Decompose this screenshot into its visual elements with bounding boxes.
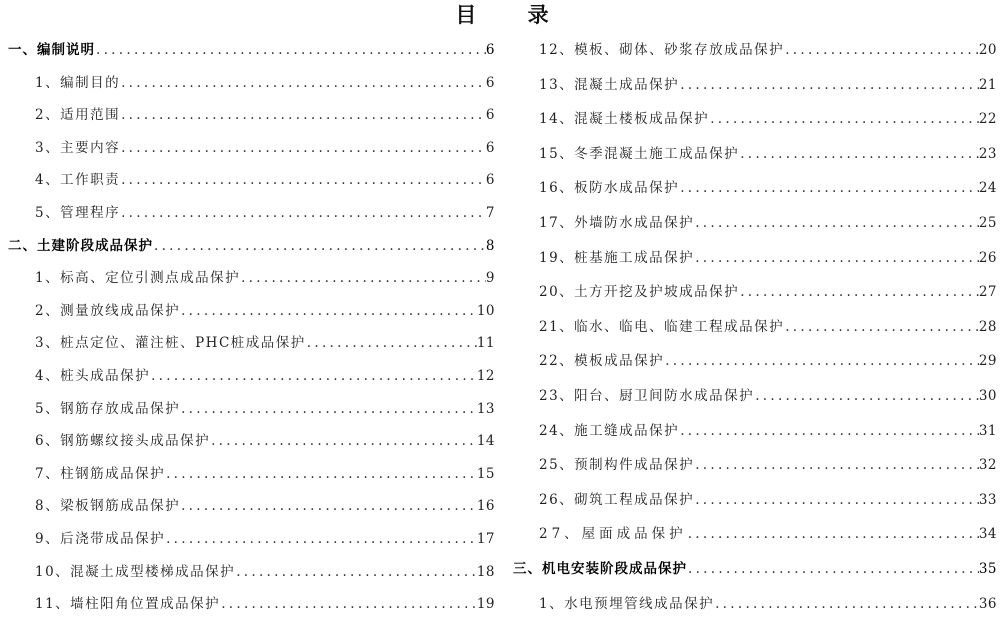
toc-page-number: 13 [477,401,495,417]
toc-entry-label: 2、测量放线成品保护 [35,299,180,319]
toc-entry-label: 24、施工缝成品保护 [539,419,679,439]
toc-dot-leader [211,433,477,449]
toc-entry-label: 25、预制构件成品保护 [539,453,694,473]
toc-dot-leader [307,335,477,351]
toc-entry-label: 27、屋面成品保护 [539,522,687,542]
toc-page-number: 27 [979,284,997,300]
toc-subsection-entry[interactable] [8,331,495,364]
toc-page-number: 36 [979,596,997,612]
toc-page-number: 28 [979,319,997,335]
toc-page-number: 21 [979,77,997,93]
toc-subsection-entry[interactable] [513,73,997,108]
toc-subsection-entry[interactable] [8,299,495,332]
toc-page-number: 20 [979,42,997,58]
toc-entry-label: 22、模板成品保护 [539,349,664,369]
toc-dot-leader [181,303,477,319]
toc-page-number: 6 [486,107,495,123]
toc-dot-leader [121,107,486,123]
toc-entry-label: 16、板防水成品保护 [539,176,679,196]
toc-subsection-entry[interactable] [513,522,997,557]
toc-page-number: 18 [477,564,495,580]
toc-entry-label: 4、工作职责 [35,168,120,188]
toc-entry-label: 二、土建阶段成品保护 [8,234,153,254]
toc-entry-label: 4、桩头成品保护 [35,364,150,384]
toc-page-number: 17 [477,531,495,547]
toc-entry-label: 23、阳台、厨卫间防水成品保护 [539,384,754,404]
toc-entry-label: 1、水电预埋管线成品保护 [539,592,714,612]
toc-subsection-entry[interactable] [8,71,495,104]
toc-entry-label: 7、柱钢筋成品保护 [35,462,165,482]
toc-page-number: 34 [979,526,997,542]
toc-entry-label: 5、钢筋存放成品保护 [35,397,180,417]
toc-dot-leader [695,492,979,508]
toc-page-number: 33 [979,492,997,508]
toc-subsection-entry[interactable] [8,201,495,234]
toc-subsection-entry[interactable] [8,168,495,201]
toc-page-number: 24 [979,180,997,196]
toc-page-number: 7 [486,205,495,221]
toc-entry-label: 8、梁板钢筋成品保护 [35,494,180,514]
toc-dot-leader [680,423,979,439]
toc-page-number: 29 [979,353,997,369]
toc-dot-leader [166,466,477,482]
toc-dot-leader [241,270,486,286]
toc-entry-label: 21、临水、临电、临建工程成品保护 [539,315,784,335]
toc-subsection-entry[interactable] [8,136,495,169]
toc-subsection-entry[interactable] [8,560,495,593]
toc-dot-leader [680,180,979,196]
toc-subsection-entry[interactable] [8,494,495,527]
toc-page-number: 6 [486,75,495,91]
toc-entry-label: 6、钢筋螺纹接头成品保护 [35,429,210,449]
toc-entry-label: 12、模板、砌体、砂浆存放成品保护 [539,38,784,58]
toc-dot-leader [755,388,979,404]
toc-right-column [513,38,997,626]
toc-page-number: 12 [477,368,495,384]
toc-page-number: 9 [486,270,495,286]
toc-subsection-entry[interactable] [513,142,997,177]
toc-entry-label: 20、土方开挖及护坡成品保护 [539,280,739,300]
toc-subsection-entry[interactable] [8,266,495,299]
toc-subsection-entry[interactable] [513,349,997,384]
toc-dot-leader [785,319,979,335]
toc-subsection-entry[interactable] [513,107,997,142]
toc-page-number: 31 [979,423,997,439]
toc-page-number: 25 [979,215,997,231]
toc-dot-leader [785,42,979,58]
toc-subsection-entry[interactable] [513,246,997,281]
toc-dot-leader [181,498,477,514]
toc-page-number: 6 [486,140,495,156]
toc-entry-label: 15、冬季混凝土施工成品保护 [539,142,739,162]
toc-subsection-entry[interactable] [513,38,997,73]
toc-entry-label: 11、墙柱阳角位置成品保护 [35,592,220,612]
toc-dot-leader [154,238,486,254]
toc-entry-label: 三、机电安装阶段成品保护 [513,557,687,577]
toc-dot-leader [121,140,486,156]
toc-entry-label: 9、后浇带成品保护 [35,527,165,547]
toc-page-number: 14 [477,433,495,449]
toc-section-entry[interactable] [513,557,997,592]
toc-page-number: 26 [979,250,997,266]
toc-dot-leader [121,205,486,221]
toc-dot-leader [688,561,979,577]
toc-subsection-entry[interactable] [513,280,997,315]
toc-subsection-entry[interactable] [513,419,997,454]
toc-entry-label: 3、主要内容 [35,136,120,156]
toc-page-number: 8 [486,238,495,254]
toc-page-number: 6 [486,42,495,58]
toc-entry-label: 19、桩基施工成品保护 [539,246,694,266]
toc-entry-label: 2、适用范围 [35,103,120,123]
toc-page-number: 35 [979,561,997,577]
toc-dot-leader [96,42,486,58]
toc-section-entry[interactable] [8,234,495,267]
toc-dot-leader [236,564,477,580]
toc-page-number: 15 [477,466,495,482]
toc-entry-label: 一、编制说明 [8,38,95,58]
toc-entry-label: 14、混凝土楼板成品保护 [539,107,709,127]
toc-page-number: 16 [477,498,495,514]
toc-title: 目 录 [0,1,1004,29]
toc-entry-label: 26、砌筑工程成品保护 [539,488,694,508]
toc-page-number: 6 [486,172,495,188]
toc-dot-leader [688,526,979,542]
toc-entry-label: 5、管理程序 [35,201,120,221]
toc-subsection-entry[interactable] [513,211,997,246]
toc-page-number: 23 [979,146,997,162]
toc-subsection-entry[interactable] [8,462,495,495]
toc-subsection-entry[interactable] [8,103,495,136]
toc-dot-leader [665,353,979,369]
toc-dot-leader [680,77,979,93]
toc-dot-leader [710,111,979,127]
toc-entry-label: 17、外墙防水成品保护 [539,211,694,231]
toc-page-number: 22 [979,111,997,127]
toc-dot-leader [740,284,979,300]
toc-dot-leader [695,250,979,266]
toc-subsection-entry[interactable] [8,592,495,625]
toc-page-number: 11 [477,335,495,351]
toc-entry-label: 1、编制目的 [35,71,120,91]
toc-dot-leader [221,596,477,612]
toc-entry-label: 13、混凝土成品保护 [539,73,679,93]
toc-page-number: 10 [477,303,495,319]
toc-page-number: 32 [979,457,997,473]
toc-dot-leader [121,172,486,188]
toc-subsection-entry[interactable] [513,453,997,488]
toc-left-column [8,38,495,625]
toc-subsection-entry[interactable] [513,384,997,419]
toc-page-number: 19 [477,596,495,612]
toc-dot-leader [740,146,979,162]
toc-section-entry[interactable] [8,38,495,71]
toc-dot-leader [715,596,979,612]
toc-subsection-entry[interactable] [513,592,997,626]
toc-dot-leader [695,457,979,473]
toc-subsection-entry[interactable] [513,488,997,523]
toc-entry-label: 10、混凝土成型楼梯成品保护 [35,560,235,580]
toc-subsection-entry[interactable] [8,364,495,397]
toc-subsection-entry[interactable] [513,176,997,211]
toc-dot-leader [181,401,477,417]
toc-subsection-entry[interactable] [8,429,495,462]
toc-dot-leader [121,75,486,91]
toc-dot-leader [166,531,477,547]
toc-entry-label: 3、桩点定位、灌注桩、PHC桩成品保护 [35,331,306,351]
toc-page-number: 30 [979,388,997,404]
toc-dot-leader [695,215,979,231]
toc-subsection-entry[interactable] [8,397,495,430]
toc-subsection-entry[interactable] [513,315,997,350]
toc-dot-leader [151,368,477,384]
toc-subsection-entry[interactable] [8,527,495,560]
toc-entry-label: 1、标高、定位引测点成品保护 [35,266,240,286]
